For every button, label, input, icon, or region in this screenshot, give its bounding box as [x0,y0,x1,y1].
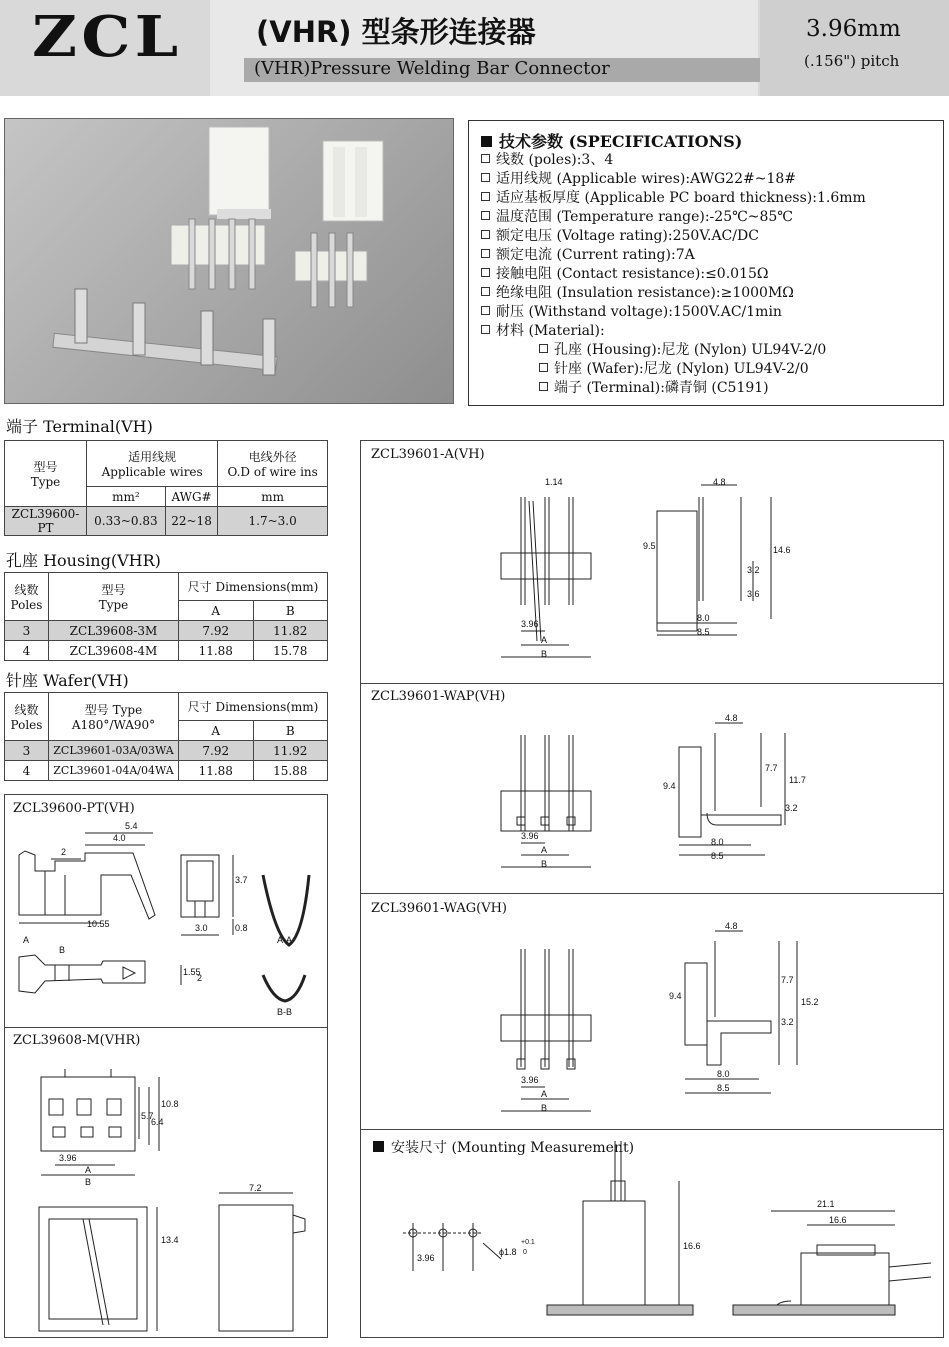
material-line [539,358,809,378]
dim-label: 10.55 [87,919,110,929]
spec-line [481,168,796,188]
mount-label-text: 安装尺寸 (Mounting Measurement) [391,1140,635,1156]
title-cn: (VHR) 型条形连接器 [256,15,536,49]
th-dim: 尺寸 Dimensions(mm) [179,573,328,601]
th-type-cn: 型号 Type [84,703,143,717]
cell: 15.88 [253,761,328,781]
material-line [539,339,826,359]
material-text: 端子 (Terminal):磷青铜 (C5191) [554,380,769,396]
dim-label: 9.4 [663,781,676,791]
dim-label: 3.96 [417,1253,435,1263]
dim-label: 3.2 [785,803,798,813]
checkbox-icon [481,287,490,296]
section-label: A-A [277,935,293,945]
th-poles-cn: 线数 [14,703,39,717]
dim-label: 16.6 [829,1215,847,1225]
cell: 0.33~0.83 [87,507,166,536]
th-a: A [179,601,254,621]
material-text: 针座 (Wafer):尼龙 (Nylon) UL94V-2/0 [554,361,809,377]
spec-text: 接触电阻 (Contact resistance):≤0.015Ω [496,266,769,282]
dim-label: B [541,1103,548,1113]
table-row [5,507,328,536]
cell: 4 [5,761,49,781]
pitch-sub: (.156") pitch [804,52,900,70]
checkbox-icon [481,154,490,163]
cell: 3 [5,741,49,761]
section-label: A [23,935,30,945]
dim-label: 11.7 [789,775,806,785]
spec-line [481,263,769,283]
section-label: B-B [277,1007,293,1017]
checkbox-icon [481,268,490,277]
pitch-box [760,0,949,96]
dim-label: 3.2 [781,1017,794,1027]
unit-mm: mm [218,487,328,507]
checkbox-icon [481,230,490,239]
dim-label: 3.96 [521,1075,539,1085]
table-row [5,641,328,661]
dim-label: 3.96 [521,831,539,841]
terminal-title: 端子 Terminal(VH) [6,417,153,436]
dim-label: 3.96 [521,619,539,629]
th-poles [5,573,49,621]
logo-box [0,0,210,96]
wag-label: ZCL39601-WAG(VH) [371,901,508,916]
header [0,0,949,96]
dim-label: A [85,1165,92,1175]
checkbox-icon [481,249,490,258]
dim-label: 10.8 [161,1099,179,1109]
dim-label: 21.1 [817,1199,835,1209]
th-od-en: O.D of wire ins [227,465,318,479]
dim-label: 13.4 [161,1235,179,1245]
section-label: B [59,945,66,955]
dim-label: 4.0 [113,833,126,843]
cell: 11.92 [253,741,328,761]
dim-label: B [85,1177,92,1187]
title-en: (VHR)Pressure Welding Bar Connector [254,58,610,79]
dim-label: 5.7 [141,1111,154,1121]
logo: ZCL [32,4,183,70]
th-type [49,573,179,621]
dim-label: 3.2 [747,565,760,575]
cell: 11.88 [179,761,254,781]
cell: 7.92 [179,741,254,761]
spec-text: 适用线规 (Applicable wires):AWG22#~18# [496,171,797,187]
right-drawing-panel [360,440,944,1338]
dim-label: 8.0 [717,1069,730,1079]
checkbox-icon [481,325,490,334]
table-row [5,761,328,781]
dim-label: 6.4 [151,1117,164,1127]
th-wires-en: Applicable wires [101,465,203,479]
cell: 11.82 [253,621,328,641]
cell: ZCL39608-4M [49,641,179,661]
cell: ZCL39601-04A/04WA [49,761,179,781]
th-a: A [179,721,254,741]
housing-title: 孔座 Housing(VHR) [6,551,161,570]
pitch: 3.96mm [806,16,901,42]
checkbox-icon [539,344,548,353]
dim-label: 7.2 [249,1183,262,1193]
th-b: B [253,721,328,741]
dim-label: 4.8 [713,477,726,487]
spec-line [481,301,782,321]
th-type-cn: 型号 [33,460,58,474]
th-type-en: Type [98,598,129,612]
dim-label: 1.55 [183,967,201,977]
dim-label: 5.4 [125,821,138,831]
unit-mm2: mm² [87,487,166,507]
th-poles-cn: 线数 [14,583,39,597]
dim-label: B [541,649,548,659]
checkbox-icon [481,173,490,182]
th-type [5,441,87,507]
wafer-title: 针座 Wafer(VH) [6,671,129,690]
spec-text: 耐压 (Withstand voltage):1500V.AC/1min [496,304,782,320]
specifications-box [468,120,944,406]
dim-label: 7.7 [765,763,778,773]
spec-text: 材料 (Material): [496,323,605,339]
dim-label: 2 [61,847,67,857]
th-poles-en: Poles [10,598,43,612]
dim-label: 3.0 [195,923,208,933]
dim-label: ϕ1.8 [499,1247,517,1257]
spec-line [481,320,605,340]
table-row [5,621,328,641]
spec-text: 适应基板厚度 (Applicable PC board thickness):1.6mm [496,190,866,206]
dim-label: A [541,635,548,645]
spec-line [481,244,695,264]
dim-label: 16.6 [683,1241,701,1251]
dim-label: 8.0 [697,613,710,623]
checkbox-icon [481,192,490,201]
terminal-table [4,440,328,536]
th-od-cn: 电线外径 [248,450,297,464]
dim-label: 8.5 [711,851,724,861]
spec-text: 额定电流 (Current rating):7A [496,247,695,263]
dim-label: 3.96 [59,1153,77,1163]
cell: 15.78 [253,641,328,661]
dim-label: 14.6 [773,545,791,555]
wafer-table [4,692,328,781]
spec-text: 绝缘电阻 (Insulation resistance):≥1000MΩ [496,285,794,301]
product-photo [4,118,454,404]
spec-line [481,225,759,245]
th-b: B [253,601,328,621]
dim-label: B [541,859,548,869]
checkbox-icon [481,306,490,315]
th-wires [87,441,218,487]
dim-label: 4.8 [725,713,738,723]
dim-label: A [541,1089,548,1099]
dim-label: 7.7 [781,975,794,985]
dim-label: 9.5 [643,541,656,551]
m-label: ZCL39608-M(VHR) [13,1033,141,1048]
th-wires-cn: 适用线规 [128,450,177,464]
table-row [5,741,328,761]
spec-line [481,206,793,226]
cell: 4 [5,641,49,661]
dim-label: 4.8 [725,921,738,931]
material-text: 孔座 (Housing):尼龙 (Nylon) UL94V-2/0 [554,342,827,358]
cell: ZCL39600-PT [5,507,87,536]
cell: 3 [5,621,49,641]
th-type-cn: 型号 [101,583,126,597]
spec-title-text: 技术参数 (SPECIFICATIONS) [499,132,743,151]
wap-label: ZCL39601-WAP(VH) [371,689,506,704]
spec-text: 额定电压 (Voltage rating):250V.AC/DC [496,228,759,244]
checkbox-icon [539,363,548,372]
spec-text: 温度范围 (Temperature range):-25℃~85℃ [496,209,793,225]
left-drawing-panel [4,794,328,1338]
wafer-drawings [361,441,945,1339]
housing-table [4,572,328,661]
dim-label: 8.5 [717,1083,730,1093]
th-poles-en: Poles [10,718,43,732]
product-illustration [5,119,454,404]
th-type-en: A180°/WA90° [71,718,156,732]
dim-label: 3.6 [747,589,760,599]
dim-label: A [541,845,548,855]
spec-line [481,282,794,302]
cell: 22~18 [165,507,217,536]
dim-label: 8.0 [711,837,724,847]
spec-text: 线数 (poles):3、4 [496,152,614,168]
dim-label: 9.4 [669,991,682,1001]
dim-label: 1.14 [545,477,563,487]
cell: ZCL39601-03A/03WA [49,741,179,761]
checkbox-icon [481,211,490,220]
checkbox-icon [539,382,548,391]
th-poles [5,693,49,741]
spec-line [481,187,866,207]
th-type [49,693,179,741]
square-bullet-icon [481,136,492,147]
spec-line [481,149,613,169]
unit-awg: AWG# [165,487,217,507]
cell: 1.7~3.0 [218,507,328,536]
dim-label: 3.7 [235,875,248,885]
th-od [218,441,328,487]
dim-label: 0.8 [235,923,248,933]
cell: 7.92 [179,621,254,641]
cell: ZCL39608-3M [49,621,179,641]
dim-label: +0.1 [521,1239,535,1246]
cell: 11.88 [179,641,254,661]
dim-label: 8.5 [697,627,710,637]
dim-label: 0 [523,1249,527,1256]
a-label: ZCL39601-A(VH) [371,447,485,462]
pt-label: ZCL39600-PT(VH) [13,801,135,816]
th-dim: 尺寸 Dimensions(mm) [179,693,328,721]
th-type-en: Type [30,475,61,489]
dim-label: 15.2 [801,997,819,1007]
dim-label: 2 [197,973,203,983]
housing-drawing [5,795,329,1339]
material-line [539,377,769,397]
